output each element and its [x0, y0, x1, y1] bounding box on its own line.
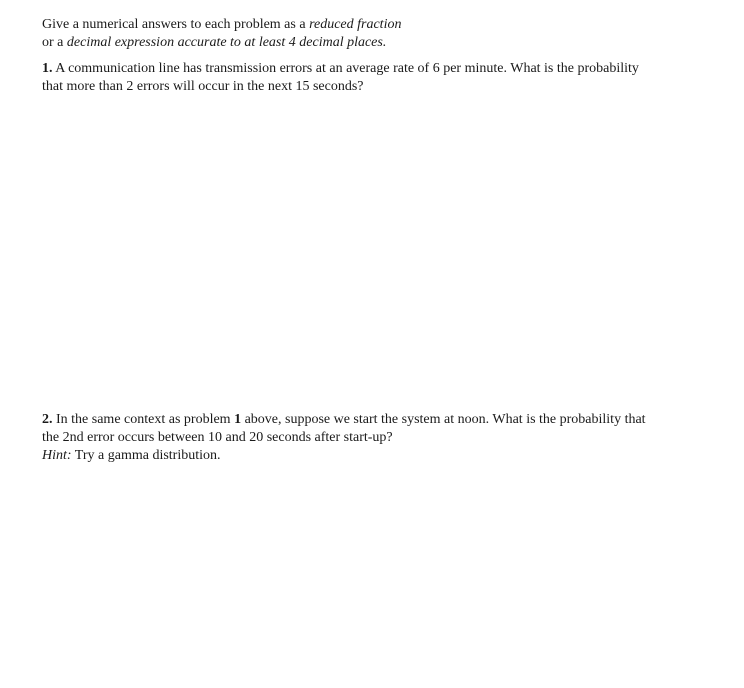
problem-1	[42, 60, 692, 96]
problem-2-text-post: above, suppose we start the system at noon. What is the probability that	[241, 412, 646, 427]
problem-1-text-line-1: A communication line has transmission errors at an average rate of 6 per minute. What is the probability	[55, 61, 639, 76]
problem-2-hint	[42, 447, 692, 465]
instructions-line-1: Give a numerical answers to each problem as a reduced fraction	[42, 17, 402, 32]
problem-2-reference: 1	[234, 412, 242, 427]
problem-1-text-line-2: that more than 2 errors will occur in the next 15 seconds?	[42, 79, 364, 94]
reduced-fraction-emphasis: reduced fraction	[309, 17, 402, 32]
hint-label: Hint:	[42, 448, 72, 463]
problem-2-number: 2.	[42, 412, 53, 427]
hint-text: Try a gamma distribution.	[71, 448, 221, 463]
problem-2	[42, 411, 692, 465]
problem-2-text-line-2: the 2nd error occurs between 10 and 20 seconds after start-up?	[42, 430, 393, 445]
problem-2-text-pre: In the same context as problem	[56, 412, 235, 427]
problem-1-number: 1.	[42, 61, 53, 76]
decimal-expression-emphasis: decimal expression accurate to at least 4 decimal places.	[66, 35, 387, 50]
instructions-text	[42, 16, 692, 52]
instructions-line-2: or a decimal expression accurate to at least 4 decimal places.	[42, 35, 387, 50]
instructions	[42, 16, 692, 52]
